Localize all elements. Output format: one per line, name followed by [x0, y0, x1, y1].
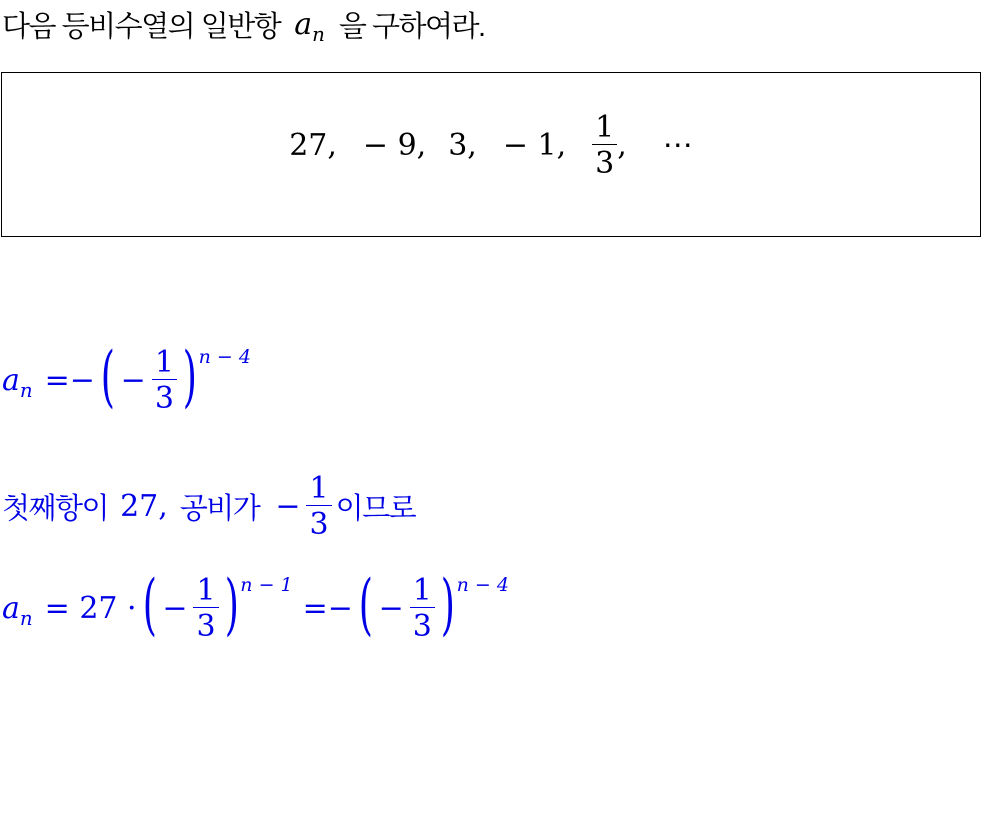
answer-left-paren: (: [100, 337, 115, 415]
derivation-exponent-1: n − 1: [240, 574, 293, 596]
derivation-left-paren-2: (: [358, 565, 373, 643]
explanation-ratio-label: 공비가: [179, 493, 260, 525]
derivation-formula: [2, 565, 509, 644]
derivation-left-paren-1: (: [142, 565, 157, 643]
explanation-fraction: [306, 472, 331, 541]
derivation-variable: [2, 591, 33, 631]
explanation-line: [2, 472, 415, 541]
sequence-box: [1, 72, 981, 237]
sequence-term-3: 3,: [448, 128, 477, 163]
sequence-term-5-comma: ,: [617, 128, 627, 163]
answer-fraction-denominator: 3: [152, 379, 177, 415]
sequence-term-2: − 9,: [362, 128, 427, 163]
derivation-inner-minus-1: −: [162, 591, 188, 626]
question-suffix: 을 구하여라.: [338, 10, 485, 43]
derivation-fraction-1-numerator: 1: [196, 573, 216, 608]
derivation-fraction-1-denominator: 3: [193, 607, 218, 643]
question-prefix: 다음 등비수열의 일반항: [2, 10, 281, 43]
derivation-fraction-1: [193, 574, 218, 643]
question-variable: [294, 6, 325, 46]
derivation-fraction-2: [410, 574, 435, 643]
explanation-fraction-numerator: 1: [309, 471, 329, 506]
derivation-equals-minus: =−: [302, 591, 353, 626]
derivation-equals-27-dot: = 27 ·: [44, 591, 137, 626]
question-variable-letter: a: [294, 6, 313, 42]
derivation-variable-subscript: n: [19, 607, 33, 631]
answer-fraction: [152, 346, 177, 415]
derivation-fraction-2-denominator: 3: [410, 607, 435, 643]
derivation-inner-minus-2: −: [378, 591, 404, 626]
answer-equals-minus: =−: [44, 363, 95, 398]
fraction-denominator: 3: [592, 144, 617, 180]
answer-inner-minus: −: [120, 363, 146, 398]
explanation-minus: −: [275, 489, 301, 524]
explanation-fraction-denominator: 3: [306, 505, 331, 541]
derivation-fraction-2-numerator: 1: [412, 573, 432, 608]
answer-formula: [2, 337, 251, 416]
sequence-term-1: 27,: [289, 128, 337, 163]
answer-variable-letter: a: [2, 363, 20, 398]
derivation-exponent-2: n − 4: [456, 574, 509, 596]
explanation-first-term: 27,: [120, 489, 168, 524]
answer-exponent: n − 4: [198, 346, 251, 368]
sequence-term-5-fraction: [592, 111, 617, 180]
answer-fraction-numerator: 1: [154, 345, 174, 380]
answer-right-paren: ): [182, 337, 197, 415]
sequence-term-4: − 1,: [502, 128, 567, 163]
question-variable-subscript: n: [312, 22, 325, 46]
question-text: [2, 2, 485, 46]
fraction-numerator: 1: [595, 110, 615, 145]
derivation-variable-letter: a: [2, 591, 20, 626]
explanation-suffix: 이므로: [335, 493, 416, 525]
derivation-right-paren-1: ): [224, 565, 239, 643]
derivation-right-paren-2: ): [440, 565, 455, 643]
explanation-prefix: 첫째항이: [2, 493, 109, 525]
sequence: [2, 111, 980, 180]
answer-variable-subscript: n: [19, 379, 33, 403]
sequence-ellipsis: ⋯: [662, 128, 693, 163]
answer-variable: [2, 363, 33, 403]
